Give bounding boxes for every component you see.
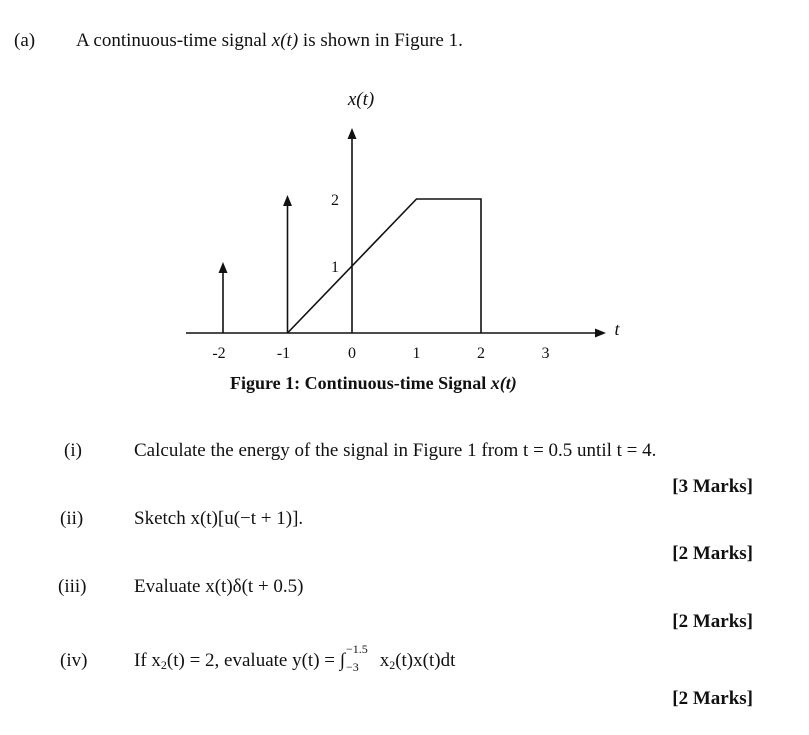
marks-iii: [2 Marks] — [672, 611, 753, 632]
signal-plot — [288, 199, 482, 333]
x-tick-label: 2 — [477, 345, 485, 362]
y-tick-label: 2 — [331, 192, 339, 209]
intro-prefix: A continuous-time signal — [76, 30, 272, 51]
marks-iv: [2 Marks] — [672, 688, 753, 709]
marks-ii: [2 Marks] — [672, 543, 753, 564]
item-number-ii: (ii) — [60, 508, 84, 529]
intro-suffix: is shown in Figure 1. — [298, 30, 463, 51]
signal-line — [288, 199, 482, 333]
impulse-arrowhead — [348, 128, 357, 139]
x-tick-label: 3 — [541, 345, 550, 362]
x-tick-label: 0 — [348, 345, 356, 362]
t-axis-arrowhead — [595, 329, 606, 338]
figure-labels — [212, 89, 620, 362]
iv-sub1: 2 — [160, 658, 167, 672]
iv-mid: (t) = 2, evaluate y(t) = ∫ — [166, 650, 345, 671]
item-number-iii: (iii) — [58, 576, 87, 597]
t-axis-label: t — [614, 319, 620, 339]
impulse-group — [219, 128, 357, 333]
item-number-i: (i) — [64, 440, 82, 461]
figure-axes — [186, 329, 606, 338]
intro-symbol: x(t) — [271, 30, 299, 51]
y-axis-label: x(t) — [347, 89, 375, 110]
x-tick-label: -2 — [212, 345, 226, 362]
item-text-iv — [134, 642, 456, 674]
caption-symbol: x(t) — [490, 373, 517, 393]
integral-limits — [345, 642, 375, 674]
integral-lower: −3 — [345, 660, 359, 674]
caption-prefix: Figure 1: Continuous-time Signal — [230, 373, 491, 393]
item-text-ii: Sketch x(t)[u(−t + 1)]. — [134, 508, 304, 529]
impulse-arrowhead — [283, 195, 292, 206]
marks-i: [3 Marks] — [672, 476, 753, 497]
part-label: (a) — [14, 30, 36, 51]
iv-x: x — [374, 650, 390, 671]
iv-suffix: (t)x(t)dt — [395, 650, 456, 671]
figure-caption — [230, 373, 517, 394]
iv-prefix: If x — [134, 650, 161, 671]
x-tick-label: 1 — [412, 345, 421, 362]
iv-sub2: 2 — [389, 658, 396, 672]
y-tick-label: 1 — [331, 259, 339, 276]
item-text-iii: Evaluate x(t)δ(t + 0.5) — [134, 576, 304, 597]
x-tick-label: -1 — [276, 345, 291, 362]
item-number-iv: (iv) — [60, 650, 88, 671]
impulse-arrowhead — [219, 262, 228, 273]
integral-upper: −1.5 — [345, 642, 368, 656]
item-text-i: Calculate the energy of the signal in Figure 1 from t = 0.5 until t = 4. — [134, 440, 657, 461]
